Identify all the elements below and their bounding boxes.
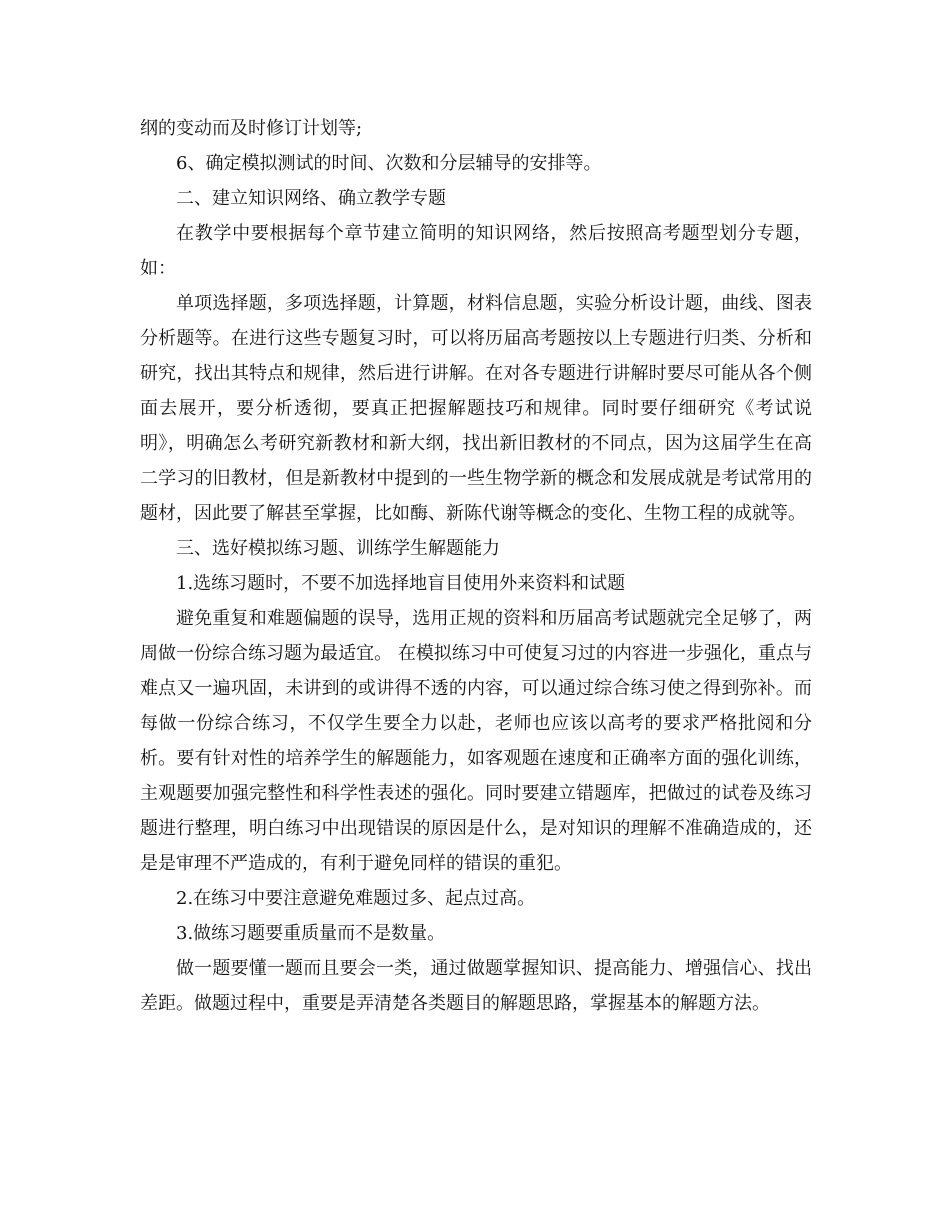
list-item-1: 1.选练习题时，不要不加选择地盲目使用外来资料和试题: [176, 573, 626, 594]
document-body: [140, 111, 812, 1021]
section-heading-2: 二、建立知识网络、确立教学专题: [176, 188, 446, 209]
paragraph: 避免重复和难题偏题的误导，选用正规的资料和历届高考试题就完全足够了，两周做一份综合练习题为最适宜。 在模拟练习中可使复习过的内容进一步强化，重点与难点又一遍巩固，未讲到的或讲得不透的内容，可以通过综合练习使之得到弥补。而每做一份综合练习，不仅学生要全力以赴，老师也应该以高考的要求严格批阅和分析。要有针对性的培养学生的解题能力，如客观题在速度和正确率方面的强化训练，主观题要加强完整性和科学性表述的强化。同时要建立错题库，把做过的试卷及练习题进行整理，明白练习中出现错误的原因是什么，是对知识的理解不准确造成的，还是是审理不严造成的，有利于避免同样的错误的重犯。: [140, 608, 812, 874]
paragraph: 做一题要懂一题而且要会一类，通过做题掌握知识、提高能力、增强信心、找出差距。做题过程中，重要是弄清楚各类题目的解题思路，掌握基本的解题方法。: [140, 958, 812, 1014]
list-item-3: 3.做练习题要重质量而不是数量。: [176, 923, 446, 944]
paragraph: 单项选择题，多项选择题，计算题，材料信息题，实验分析设计题，曲线、图表分析题等。在进行这些专题复习时，可以将历届高考题按以上专题进行归类、分析和研究，找出其特点和规律，然后进行讲解。在对各专题进行讲解时要尽可能从各个侧面去展开，要分析透彻，要真正把握解题技巧和规律。同时要仔细研究《考试说明》，明确怎么考研究新教材和新大纲，找出新旧教材的不同点，因为这届学生在高二学习的旧教材，但是新教材中提到的一些生物学新的概念和发展成就是考试常用的题材，因此要了解甚至掌握，比如酶、新陈代谢等概念的变化、生物工程的成就等。: [140, 293, 812, 524]
list-item-2: 2.在练习中要注意避免难题过多、起点过高。: [176, 888, 536, 909]
section-heading-3: 三、选好模拟练习题、训练学生解题能力: [176, 538, 500, 559]
list-item-6: 6、确定模拟测试的时间、次数和分层辅导的安排等。: [176, 153, 602, 174]
paragraph: 在教学中要根据每个章节建立简明的知识网络，然后按照高考题型划分专题，如：: [140, 223, 812, 279]
continuation-paragraph: 纲的变动而及时修订计划等;: [140, 118, 363, 139]
